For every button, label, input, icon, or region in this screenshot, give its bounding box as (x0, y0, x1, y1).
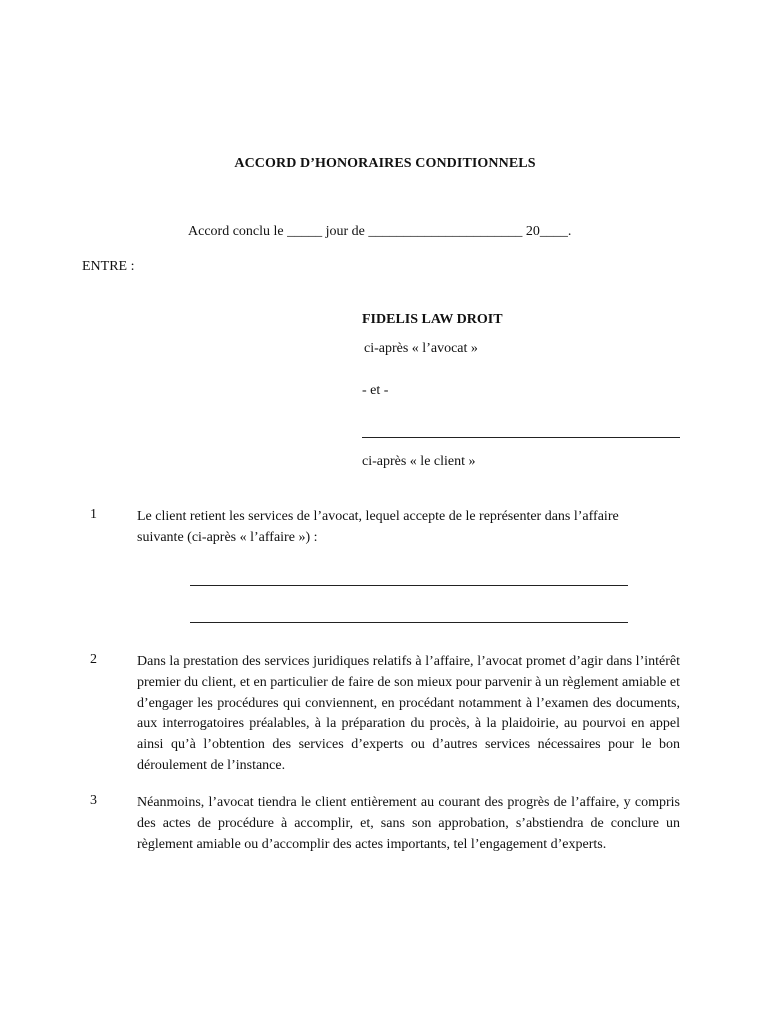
clause-number: 1 (90, 507, 97, 522)
affair-blank-line-2 (190, 622, 628, 623)
document-title: ACCORD D’HONORAIRES CONDITIONNELS (234, 156, 536, 171)
client-designation: ci-après « le client » (362, 454, 476, 469)
clause-text: Néanmoins, l’avocat tiendra le client entièrement au courant des progrès de l’affaire, y compris des actes de procédure à accomplir, et, sans son approbation, s’abstiendra de conclure un règlement amiable ou d’accomplir des actes importants, tel l’engagement d’experts. (137, 795, 680, 852)
lawyer-name: FIDELIS LAW DROIT (362, 312, 503, 327)
clause-number: 2 (90, 652, 97, 667)
client-name-blank-line (362, 437, 680, 438)
clause-number: 3 (90, 793, 97, 808)
agreement-date-line: Accord conclu le _____ jour de ______________________ 20____. (188, 224, 572, 239)
lawyer-designation: ci-après « l’avocat » (364, 341, 478, 356)
clause-text: Le client retient les services de l’avocat, lequel accepte de le représenter dans l’affaire suivante (ci-après « l’affaire ») : (137, 509, 619, 545)
between-label: ENTRE : (82, 259, 135, 274)
clause-text: Dans la prestation des services juridiques relatifs à l’affaire, l’avocat promet d’agir dans l’intérêt premier du client, et en particulier de faire de son mieux pour parvenir à un règlement amiable et d’engager les procédures qui conviennent, en procédant notamment à l’examen des documents, aux interrogatoires préalables, à la préparation du procès, à la plaidoirie, au pourvoi en appel ainsi qu’à l’obtention des services d’experts ou d’autres services nécessaires pour le bon déroulement de l’instance. (137, 654, 680, 773)
affair-blank-line-1 (190, 585, 628, 586)
party-separator: - et - (362, 383, 389, 398)
